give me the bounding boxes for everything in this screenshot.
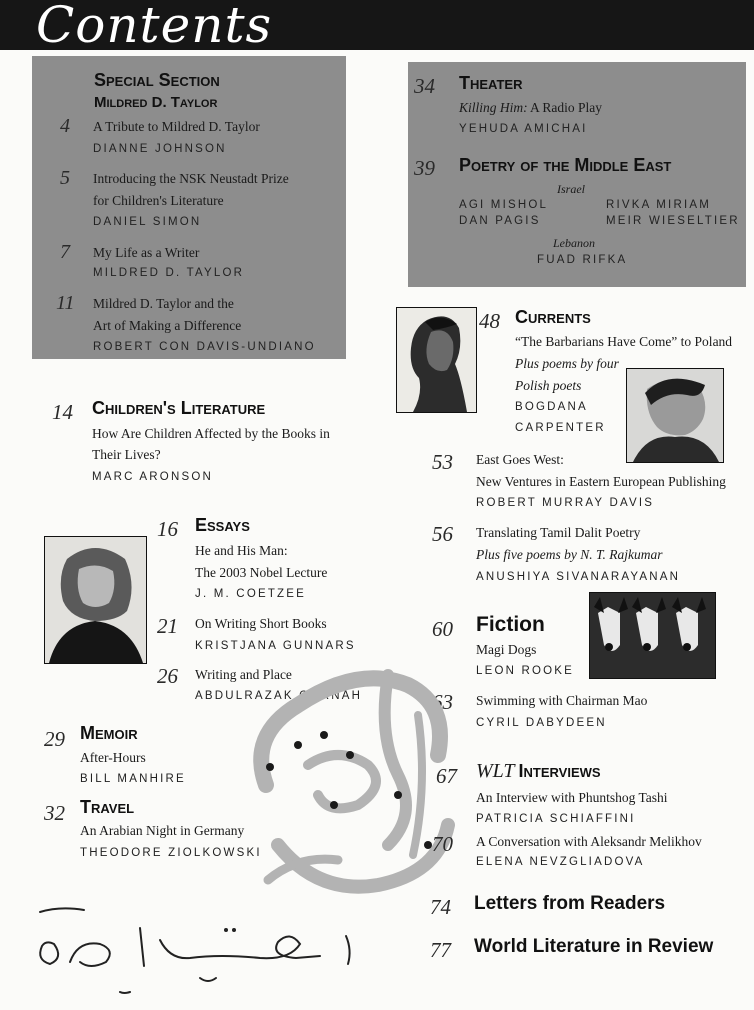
page-number: 14 — [52, 400, 73, 424]
author-name: KRISTJANA GUNNARS — [195, 640, 356, 652]
article-title: On Writing Short Books — [195, 616, 327, 631]
article-title: East Goes West: — [476, 452, 564, 467]
author-photo — [44, 536, 147, 664]
author-name: DANIEL SIMON — [93, 216, 202, 228]
article-title: A Conversation with Aleksandr Melikhov — [476, 834, 702, 849]
article-title-line2: for Children's Literature — [93, 193, 224, 208]
page-number: 39 — [414, 156, 435, 180]
article-title: Translating Tamil Dalit Poetry — [476, 525, 641, 540]
article-title: An Interview with Phuntshog Tashi — [476, 790, 668, 805]
author-name: RIVKA MIRIAM — [606, 199, 711, 211]
author-name: BILL MANHIRE — [80, 773, 186, 785]
page-number: 5 — [60, 167, 70, 189]
section-heading-review: World Literature in Review — [474, 936, 714, 957]
article-title-line2: Their Lives? — [92, 447, 161, 462]
author-name: BOGDANA — [515, 401, 588, 413]
page-number: 34 — [414, 74, 435, 98]
section-heading-letters: Letters from Readers — [474, 893, 666, 914]
section-heading-travel: Travel — [80, 797, 135, 817]
article-title: A Tribute to Mildred D. Taylor — [93, 119, 260, 134]
region-label: Lebanon — [553, 236, 595, 250]
page-number: 29 — [44, 727, 65, 751]
page-number: 53 — [432, 450, 453, 474]
page-number: 74 — [430, 895, 451, 919]
article-title: Writing and Place — [195, 667, 292, 682]
page-number: 70 — [432, 832, 453, 856]
article-title: Swimming with Chairman Mao — [476, 693, 648, 708]
author-name: AGI MISHOL — [459, 199, 549, 211]
section-heading-theater: Theater — [459, 73, 523, 93]
page-number: 11 — [56, 292, 75, 314]
section-heading-fiction: Fiction — [476, 613, 545, 636]
article-title: After-Hours — [80, 750, 146, 765]
page-title: Contents — [36, 0, 273, 54]
author-name: ROBERT MURRAY DAVIS — [476, 497, 655, 509]
article-subtitle: Plus poems by four — [515, 356, 619, 371]
section-heading-middle-east: Poetry of the Middle East — [459, 155, 672, 175]
author-name: ELENA NEVZGLIADOVA — [476, 856, 645, 868]
author-name: THEODORE ZIOLKOWSKI — [80, 847, 262, 859]
author-name: LEON ROOKE — [476, 665, 575, 677]
author-name-line2: CARPENTER — [515, 422, 606, 434]
author-name: MEIR WIESELTIER — [606, 215, 740, 227]
author-name: YEHUDA AMICHAI — [459, 123, 588, 135]
author-photo — [396, 307, 477, 413]
page-number: 32 — [44, 801, 65, 825]
author-name: FUAD RIFKA — [537, 254, 628, 266]
article-title: Introducing the NSK Neustadt Prize — [93, 171, 289, 186]
article-title-line2: Art of Making a Difference — [93, 318, 242, 333]
author-photo — [626, 368, 724, 463]
author-name: ANUSHIYA SIVANARAYANAN — [476, 571, 681, 583]
author-name: J. M. COETZEE — [195, 588, 307, 600]
section-heading-childrens: Children's Literature — [92, 398, 266, 418]
article-title: Killing Him: — [459, 100, 528, 115]
calligraphy-stamp — [238, 645, 468, 915]
page-number: 60 — [432, 617, 453, 641]
section-heading-currents: Currents — [515, 307, 591, 327]
page-number: 63 — [432, 690, 453, 714]
article-title-line2: The 2003 Nobel Lecture — [195, 565, 328, 580]
fiction-artwork — [589, 592, 716, 679]
article-title: “The Barbarians Have Come” to Poland — [515, 334, 733, 349]
page-number: 7 — [60, 241, 70, 263]
page-number: 21 — [157, 614, 178, 638]
page-number: 26 — [157, 664, 178, 688]
article-title: An Arabian Night in Germany — [80, 823, 245, 838]
article-title: Mildred D. Taylor and the — [93, 296, 234, 311]
article-subtitle-line2: Polish poets — [515, 378, 582, 393]
section-heading-interviews — [476, 760, 601, 783]
region-label: Israel — [557, 182, 585, 196]
handwritten-scribble — [20, 900, 380, 1000]
interviews-label: Interviews — [518, 761, 601, 781]
author-name: CYRIL DABYDEEN — [476, 717, 607, 729]
section-heading-essays: Essays — [195, 515, 250, 535]
author-name: ABDULRAZAK GURNAH — [195, 690, 363, 702]
author-name: DAN PAGIS — [459, 215, 541, 227]
page-number: 4 — [60, 115, 70, 137]
page-number: 77 — [430, 938, 451, 962]
author-name: ROBERT CON DAVIS-UNDIANO — [93, 341, 316, 353]
article-title: He and His Man: — [195, 543, 288, 558]
article-title: How Are Children Affected by the Books in — [92, 426, 330, 441]
special-section-heading: Special Section — [94, 70, 220, 90]
author-name: DIANNE JOHNSON — [93, 143, 227, 155]
author-name: PATRICIA SCHIAFFINI — [476, 813, 636, 825]
author-name: MARC ARONSON — [92, 471, 213, 483]
wlt-label: WLT — [476, 760, 515, 782]
page-number: 48 — [479, 309, 500, 333]
article-title: Magi Dogs — [476, 642, 537, 657]
page-number: 56 — [432, 522, 453, 546]
article-subtitle: A Radio Play — [530, 100, 603, 115]
article-title-line2: New Ventures in Eastern European Publishing — [476, 474, 726, 489]
section-heading-memoir: Memoir — [80, 723, 138, 743]
page-number: 67 — [436, 764, 457, 788]
special-section-subheading: Mildred D. Taylor — [94, 94, 218, 111]
author-name: MILDRED D. TAYLOR — [93, 267, 245, 279]
page-number: 16 — [157, 517, 178, 541]
article-title: My Life as a Writer — [93, 245, 200, 260]
article-subtitle: Plus five poems by N. T. Rajkumar — [476, 547, 663, 562]
